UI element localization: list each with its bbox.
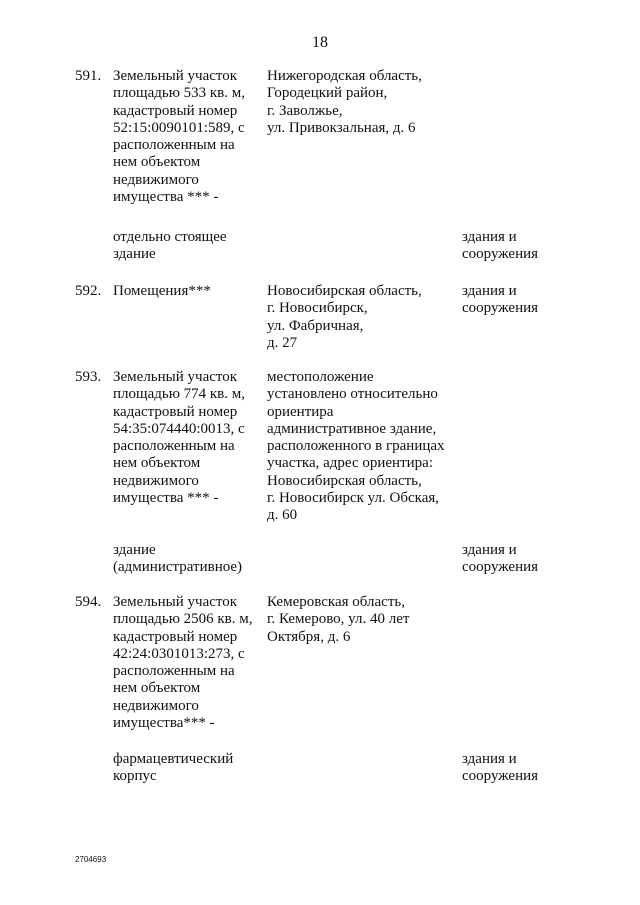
entry-address: Кемеровская область, г. Кемерово, ул. 40 лет Октября, д. 6 xyxy=(267,594,410,645)
entry-number: 592. xyxy=(75,283,102,299)
entry-address: местоположение установлено относительно ориентира административное здание, расположенного в границах участка, адрес ориентира: Новосибирская область, г. Новосибирск ул. Обская, д. 60 xyxy=(267,369,445,524)
sub-item-description: здание (административное) xyxy=(113,542,243,576)
sub-item-type: здания и сооружения xyxy=(462,542,539,576)
entry-number: 594. xyxy=(75,594,102,610)
page-number: 18 xyxy=(312,34,328,51)
sub-item-type: здания и сооружения xyxy=(462,751,539,785)
entry-description: Земельный участок площадью 774 кв. м, кадастровый номер 54:35:074440:0013, с расположенным на нем объектом недвижимого имущества *** - xyxy=(113,369,246,507)
sub-item-description: отдельно стоящее здание xyxy=(113,229,227,263)
entry-description: Земельный участок площадью 2506 кв. м, кадастровый номер 42:24:0301013:273, с расположенным на нем объектом недвижимого имущества*** - xyxy=(113,594,253,732)
sub-item-type: здания и сооружения xyxy=(462,229,539,263)
sub-item-description: фармацевтический корпус xyxy=(113,751,234,785)
entry-description: Земельный участок площадью 533 кв. м, кадастровый номер 52:15:0090101:589, с расположенным на нем объектом недвижимого имущества *** - xyxy=(113,68,246,206)
document-code: 2704693 xyxy=(75,855,107,864)
entry-description: Помещения*** xyxy=(113,283,211,299)
entry-address: Новосибирская область, г. Новосибирск, ул. Фабричная, д. 27 xyxy=(267,283,422,351)
entry-type: здания и сооружения xyxy=(462,283,539,317)
entry-number: 591. xyxy=(75,68,102,84)
entry-number: 593. xyxy=(75,369,102,385)
entry-address: Нижегородская область, Городецкий район, г. Заволжье, ул. Привокзальная, д. 6 xyxy=(267,68,422,136)
